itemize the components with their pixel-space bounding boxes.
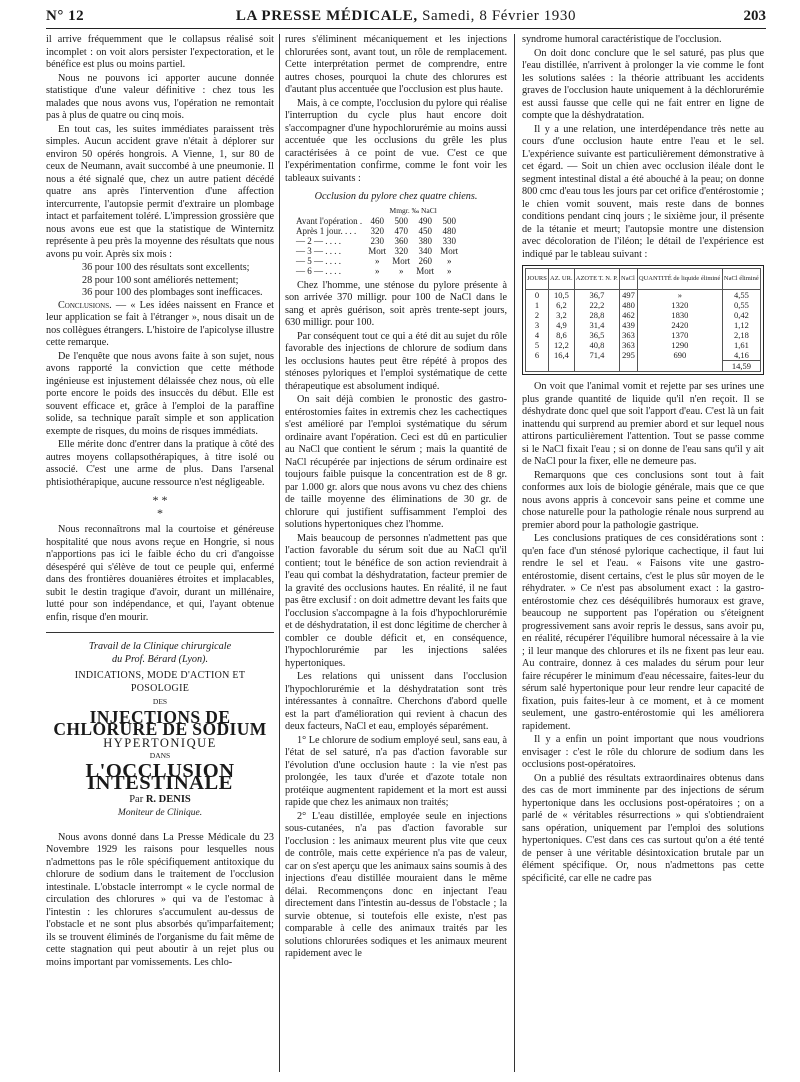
paragraph: 2° L'eau distillée, employée seule en injections sous-cutanées, n'a pas d'action favorable sur l'occlusion : les animaux meurent plus vite que ceux de contrôle, mais cette expérience n'a pas de valeur, car on s'est aperçu que les animaux sains soumis à des injections d'eau distillée mouraient dans le même délai. Recommençons donc en injectant l'eau directement dans l'intestin au-dessus de l'obstacle ; la survie obtenue, si toutefois elle existe, n'est pas comparable à celle des animaux traités par les solutions chlorurées sodiques et les animaux meurent rapidement avec le: [285, 810, 507, 959]
stat-line: 36 pour 100 des plombages sont inefficaces.: [82, 287, 263, 298]
table-row: 1 6,2 22,2 480 1320 0,55: [526, 300, 761, 310]
paragraph: Chez l'homme, une sténose du pylore présente à son arrivée 370 milligr. pour 100 de NaCl dans le sang et après guérison, soit après trente-sept jours, 630 milligr. pour 100.: [285, 279, 507, 328]
table-unit: Mmgr. ‰ NaCl: [389, 205, 437, 215]
column-1: [46, 34, 274, 970]
article-kicker: INDICATIONS, MODE D'ACTION ET POSOLOGIE: [74, 670, 246, 694]
article-title: HYPERTONIQUE: [103, 735, 217, 750]
paragraph: De l'enquête que nous avons faite à son sujet, nous avons rapporté la conviction que cette méthode ingénieuse est injustement délaissée chez nous, où elle porte encore le poids des insuccès du début. Elle est souvent efficace et, grâce à l'emploi de la paraffine solide, sa technique paraît simple et son application exempte de risques, du moins de risques immédiats.: [46, 350, 274, 437]
author-role: Moniteur de Clinique.: [117, 808, 203, 818]
paragraph: Nous ne pouvons ici apporter aucune donnée statistique d'une valeur définitive : chez tous les malades que nous avons vus, l'opération ne remontait pas à plus de quatre ou cinq mois.: [46, 72, 274, 121]
column-divider: [514, 34, 515, 1072]
paragraph: Les conclusions pratiques de ces considérations sont : qu'en face d'un sténosé pylorique cachectique, il faut lui rendre le sel et l'eau. « Faisons vite une gastro-entérostomie, disent certains, c'est le plus sûr moyen de le réhydrater. » Ce n'est pas absolument exact : la gastro-entérostomie chez ces déséquilibrés humoraux est grave, beaucoup ne supportent pas l'opération ou s'éteignent progressivement sans avoir repris le dessus, sans avoir pu, en réalité, récupérer l'équilibre humoral nécessaire à la vie ; il leur manque des chlorures et ils ne fixent pas leur eau. Au contraire, donnez à ces malades du sérum pour leur faire récupérer le minimum d'eau nécessaire, faites-leur du sérum salé hypertonique pour leur rendre leur capacité de fixation, puis faites-leur à ce moment, et à ce moment seulement, une gastro-entérostomie qui les améliorera rapidement.: [522, 533, 764, 732]
article-heading: [46, 641, 274, 820]
experiment-table-box: [522, 265, 764, 375]
issue-number: N° 12: [46, 8, 85, 24]
article-author: Par R. DENIS: [129, 793, 191, 805]
page-header: [46, 6, 766, 29]
stat-line: 36 pour 100 des résultats sont excellents;: [82, 262, 250, 273]
table-row: — 5 — . . . . » Mort 260 »: [296, 255, 452, 266]
conclusions-label: Conclusions.: [58, 299, 112, 311]
table-row: 4 8,6 36,5 363 1370 2,18: [526, 330, 761, 340]
paragraph: Les relations qui unissent dans l'occlusion l'hypochlorurémie et la déshydratation sont très intéressantes à connaître. Cherchons d'abord quelle est la part d'amélioration qui revient à chacun des deux facteurs, NaCl et eau, employés séparément.: [285, 671, 507, 732]
paragraph: Mais, à ce compte, l'occlusion du pylore qui réalise l'interruption du cycle plus haut encore doit s'accompagner d'une hypochlorurémie au moins aussi accentuée que les occlusions du grêle les plus caractérisées à ce point de vue. C'est ce que l'expérimentation confirme, comme le font voir les tableaux suivants :: [285, 97, 507, 184]
paragraph: Mais beaucoup de personnes n'admettent pas que l'action favorable du sérum soit due au NaCl qu'il contient; tout le bénéfice de son action reviendrait à l'eau qui combat la déshydratation, facteur premier de la gravité des occlusions hautes. En réalité, il ne faut pas être exclusif : on doit admettre devant les faits que l'occlusion s'accompagne à la fois d'hypochlorurémie et de déshydratation, il est donc légitime de chercher à combler ce double déficit et, en conséquence, l'hypochlorurémie par les injections salées hypertoniques.: [285, 532, 507, 669]
article-title: L'OCCLUSION INTESTINALE: [85, 759, 235, 794]
page-number: 203: [743, 8, 766, 24]
table-row: — 2 — . . . . 230 360 380 330: [296, 235, 456, 246]
pylorus-table: [293, 206, 461, 276]
experiment-table: [525, 268, 761, 372]
article-connector: DANS: [149, 751, 171, 760]
column-divider: [279, 34, 280, 1072]
table-row: 0 10,5 36,7 497 » 4,55: [526, 290, 761, 301]
paragraph: Elle mérite donc d'entrer dans la pratique à côté des autres moyens collapsothérapiques, à titre isolé ou associé. C'est une arme de plus. Dans l'arsenal phtisiothérapique, aucune ressource n'est négligeable.: [46, 439, 274, 488]
article-title: INJECTIONS DE CHLORURE DE SODIUM: [53, 706, 267, 739]
paragraph: syndrome humoral caractéristique de l'occlusion.: [522, 34, 722, 45]
paragraph: On a publié des résultats extraordinaires obtenus dans des cas de mort imminente par des injections de sérum hypertonique dans les occlusions post-opératoires ; on a parlé de « véritables résurrections » qui s'obtiendraient sans opération, uniquement par l'emploi des solutions hypertoniques. C'est dans ces cas surtout qu'on a été tenté de penser à une véritable désintoxication brutale par un élément spécifique. Or, nous n'admettons pas cette spécificité, car elle ne cadre pas: [522, 772, 764, 884]
paragraph: Par conséquent tout ce qui a été dit au sujet du rôle favorable des injections de chlorure de sodium dans les occlusions hautes peut être répété à propos des sténoses pyloriques et l'emploi systématique de cette thérapeutique est absolument indiqué.: [285, 330, 507, 392]
journal-title: LA PRESSE MÉDICALE, Samedi, 8 Février 1930: [235, 8, 577, 24]
table-caption: Occlusion du pylore chez quatre chiens.: [314, 191, 478, 202]
article-separator: [46, 632, 274, 633]
paragraph: 1° Le chlorure de sodium employé seul, sans eau, à l'état de sel saturé, n'a pas d'action favorable sur l'évolution d'une occlusion haute : la vie n'est pas prolongée, les taux d'urée et d'azote totale non protéique augmentent rapidement et la mort est aussi rapide que chez les animaux non traités;: [285, 734, 507, 808]
table-row: 6 16,4 71,4 295 690 4,16: [526, 350, 761, 361]
section-asterism: * * *: [152, 493, 168, 520]
table-row: Avant l'opération . 460 500 490 500: [296, 215, 456, 226]
paragraph: Remarquons que ces conclusions sont tout à fait conformes aux lois de biologie générale, mais que ce que nous avons appris à concevoir sans peine et comme une chose naturelle pour la pathologie rénale nous surprend au premier abord pour la pathologie gastrique.: [522, 469, 764, 531]
article-origin: du Prof. Bérard (Lyon).: [112, 653, 208, 665]
table-total: 14,59: [722, 361, 760, 372]
table-row: — 3 — . . . . Mort 320 340 Mort: [296, 245, 459, 256]
paragraph: Nous avons donné dans La Presse Médicale du 23 Novembre 1929 les raisons pour lesquelles nous n'admettons pas le rôle spécifiquement antitoxique du chlorure de sodium dans le traitement de l'occlusion intestinale. L'obstacle interrompt « le cycle normal de circulation des chlorures » qui va de l'estomac à l'intestin : les chlorures s'accumulent au-dessus de l'obstacle et ne sont plus absorbés qu'imparfaitement; ils se trouvent éliminés de l'organisme du fait même de cette stagnation qui peut aboutir à un rejet plus ou moins important par vomissements. Les chlo-: [46, 831, 274, 968]
table-row: — 6 — . . . . » » Mort »: [296, 265, 452, 276]
table-row: Après 1 jour. . . . 320 470 450 480: [296, 225, 456, 236]
paragraph: On doit donc conclure que le sel saturé, pas plus que l'eau distillée, n'arrivent à prolonger la vie comme le font les solutions salées : la théorie attribuant les accidents graves de l'occlusion haute uniquement à la déchlorurémie est aussi fausse que celle qui ne fait entrer en ligne de compte que la déshydratation.: [522, 47, 764, 121]
table-header-row: JOURS AZ. UR. AZOTE T. N. P. NaCl QUANTITÉ de liquide éliminé NaCl éliminé: [526, 269, 761, 290]
column-3: [522, 34, 764, 886]
article-connector: DES: [152, 697, 168, 706]
table-row: 5 12,2 40,8 363 1290 1,61: [526, 340, 761, 350]
paragraph: Nous reconnaîtrons mal la courtoise et généreuse hospitalité que nous avons reçue en Hongrie, si nous n'apportions pas ici le faible écho du cri d'angoisse désespéré qui s'élève de tout ce peuple qui, enfermé dans des frontières douanières étroites et implacables, subit le destin tragique d'avoir, durant un millénaire, lutté pour son indépendance, et qui, l'ayant obtenue enfin, risque d'en mourir.: [46, 524, 274, 623]
article-origin: Travail de la Clinique chirurgicale: [88, 641, 232, 652]
paragraph: Il y a une relation, une interdépendance très nette au cours d'une occlusion haute entre l'eau et le sel. L'expérience suivante est particulièrement démonstrative à cet égard. — Soit un chien avec occlusion iléale dont le segment intestinal distal a été abouché à la peau; on donne 800 cmc d'eau tous les jours par cet orifice d'entérostomie ; le chien vomit souvent, mais reste dans de bonnes conditions pendant cinq jours ; le sixième jour, il présente de la tétanie et meurt; l'autopsie montre une distension avec décoloration de l'iléon; le détail de l'expérience est indiqué par le tableau suivant :: [522, 123, 764, 260]
paragraph: En tout cas, les suites immédiates paraissent très simples. Aucun accident grave n'était à déplorer sur environ 50 opérés hongrois. A Vienne, 1, sur 80 de ceux de Neumann, avait succombé à une pneumonie. Il nous a été signalé que, chez un autre patient décédé quatre ans après l'intervention d'une affection intercurrente, l'autopsie permit d'extraire un plombage intact et parfaitement toléré. L'impression grossière que nous avons eue est que la statistique de Winternitz représente à peu près la moyenne des résultats que nous avons pu voir. Après six mois :: [46, 123, 274, 260]
table-total-row: [526, 361, 761, 372]
paragraph: On voit que l'animal vomit et rejette par ses urines une plus grande quantité de liquide qu'il n'en reçoit. Il se déshydrate donc quel que soit l'apport d'eau. C'est là un fait inattendu qui surprend au premier abord et sur lequel nous attirons particulièrement l'attention. Tout se passe comme si le NaCl fixait l'eau ; si on donne de l'eau sans qu'il y ait de NaCl pour la fixer, elle ne demeure pas.: [522, 381, 764, 467]
conclusions-paragraph: Conclusions. — « Les idées naissent en France et leur application se fait à l'étranger », nous disait un de nos collègues étrangers. L'histoire de l'apicolyse illustre cette remarque.: [46, 299, 274, 348]
stat-line: 28 pour 100 sont améliorés nettement;: [82, 274, 239, 286]
statistics-list: [46, 262, 274, 300]
paragraph: il arrive fréquemment que le collapsus réalisé soit incomplet : on voit alors persister l'expectoration, et le bénéfice est plus ou moins partiel.: [46, 34, 274, 70]
paragraph: Il y a enfin un point important que nous voudrions envisager : c'est le rôle du chlorure de sodium dans les occlusions post-opératoires.: [522, 734, 764, 770]
paragraph: On sait déjà combien le pronostic des gastro-entérostomies faites in extremis chez les cachectiques s'est amélioré par l'emploi systématique du sérum ordinaire avant l'opération. Ceci est dû en particulier au NaCl que contient le sérum ; mais la quantité de NaCl récupérée par injections de sérum ordinaire est toujours faible puisque la concentration est de 8 gr. par 1.000 gr. alors que nous avons vu chez des chiens de taille moyenne des éliminations de 30 gr. de chlorure qui justifient suffisamment l'emploi des solutions hypertoniques chez l'homme.: [285, 394, 507, 530]
paragraph: rures s'éliminent mécaniquement et les injections chlorurées sont, avant tout, un rôle de remplacement. Cette interprétation permet de comprendre, entre autres choses, pourquoi la chute des chlorures est d'autant plus accentuée que l'occlusion est plus haute.: [285, 34, 507, 95]
table-row: 3 4,9 31,4 439 2420 1,12: [526, 320, 761, 330]
column-2: [285, 34, 507, 962]
table-row: 2 3,2 28,8 462 1830 0,42: [526, 310, 761, 320]
